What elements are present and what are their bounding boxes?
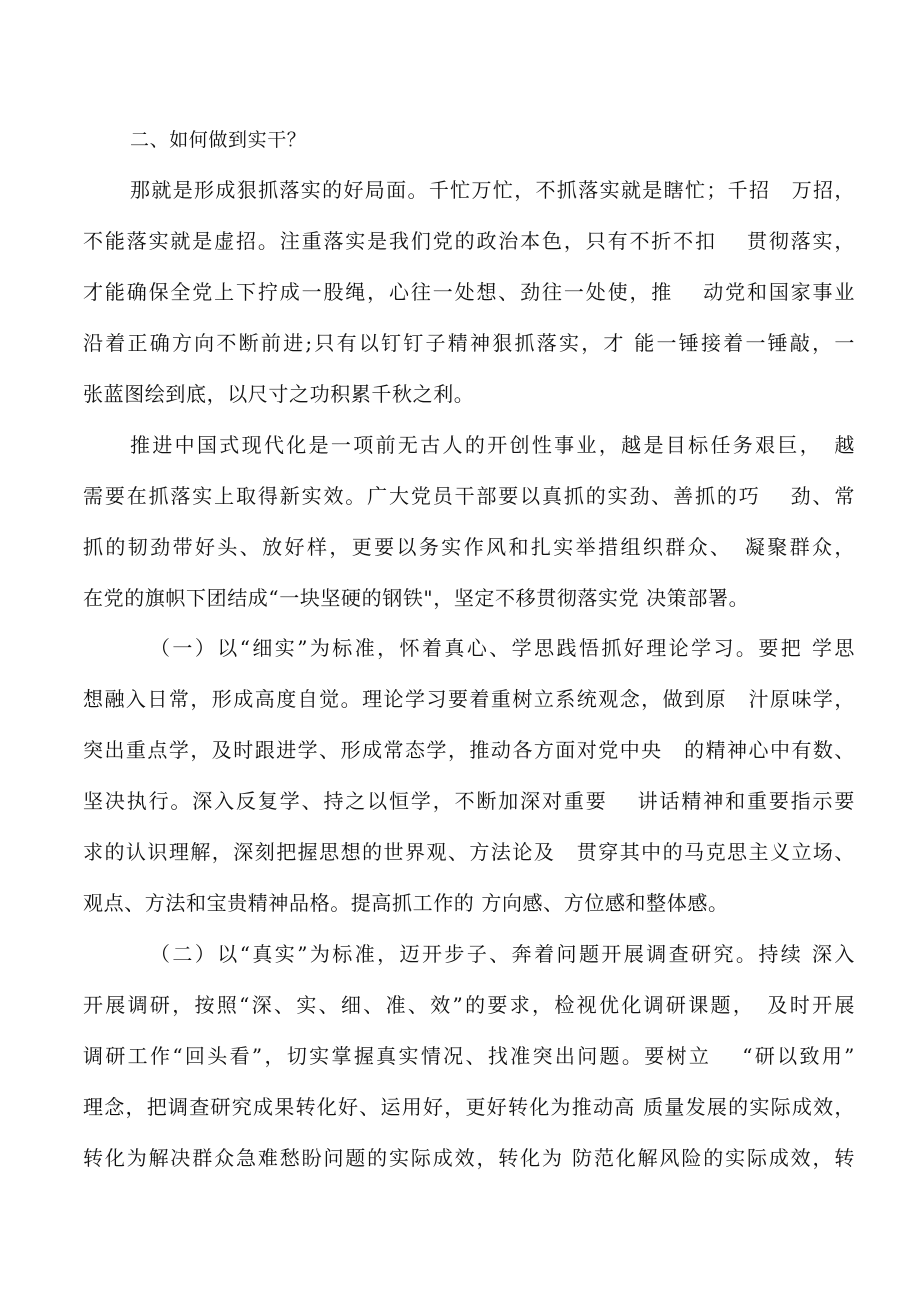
paragraph-line: 求的认识理解，深刻把握思想的世界观、方法论及 贯穿其中的马克思主义立场、 (83, 840, 856, 864)
paragraph-line: 沿着正确方向不断前进;只有以钉钉子精神狠抓落实，才 能一锤接着一锤敲，一 (83, 331, 857, 355)
paragraph-line: 需要在抓落实上取得新实效。广大党员干部要以真抓的实劲、善抓的巧 劲、常 (83, 484, 857, 508)
paragraph-line: 理念，把调查研究成果转化好、运用好，更好转化为推动高 质量发展的实际成效， (83, 1095, 856, 1119)
paragraph-line: 调研工作“回头看”，切实掌握真实情况、找准突出问题。要树立 “研以致用” (83, 1044, 857, 1068)
paragraph-line: 张蓝图绘到底，以尺寸之功积累千秋之利。 (83, 382, 475, 406)
paragraph-line: 推进中国式现代化是一项前无古人的开创性事业，越是目标任务艰巨， 越 (130, 433, 857, 457)
paragraph-line: 转化为解决群众急难愁盼问题的实际成效，转化为 防范化解风险的实际成效，转 (83, 1146, 857, 1170)
paragraph-line: 那就是形成狠抓落实的好局面。千忙万忙，不抓落实就是瞎忙；千招 万招， (130, 178, 856, 202)
paragraph-line: 不能落实就是虚招。注重落实是我们党的政治本色，只有不折不扣 贯彻落实， (83, 229, 857, 253)
paragraph-line: 才能确保全党上下拧成一股绳，心往一处想、劲往一处使，推 动党和国家事业 (83, 280, 857, 304)
paragraph-line: 开展调研，按照“深、实、细、准、效”的要求，检视优化调研课题， 及时开展 (83, 993, 857, 1017)
paragraph-line: 抓的韧劲带好头、放好样，更要以务实作风和扎实举措组织群众、 凝聚群众， (83, 535, 857, 559)
paragraph-line: 坚决执行。深入反复学、持之以恒学，不断加深对重要 讲话精神和重要指示要 (83, 789, 857, 813)
paragraph-line: （一）以“细实”为标准，怀着真心、学思践悟抓好理论学习。要把 学思 (150, 636, 857, 660)
paragraph-line: （二）以“真实”为标准，迈开步子、奔着问题开展调查研究。持续 深入 (150, 942, 857, 966)
paragraph-line: 想融入日常，形成高度自觉。理论学习要着重树立系统观念，做到原 汁原味学， (83, 687, 856, 711)
section-heading: 二、如何做到实干？ (130, 129, 307, 151)
paragraph-line: 观点、方法和宝贵精神品格。提高抓工作的 方向感、方位感和整体感。 (83, 891, 729, 915)
paragraph-line: 在党的旗帜下团结成“一块坚硬的钢铁"，坚定不移贯彻落实党 决策部署。 (83, 586, 750, 610)
paragraph-line: 突出重点学，及时跟进学、形成常态学，推动各方面对党中央 的精神心中有数、 (83, 738, 856, 762)
